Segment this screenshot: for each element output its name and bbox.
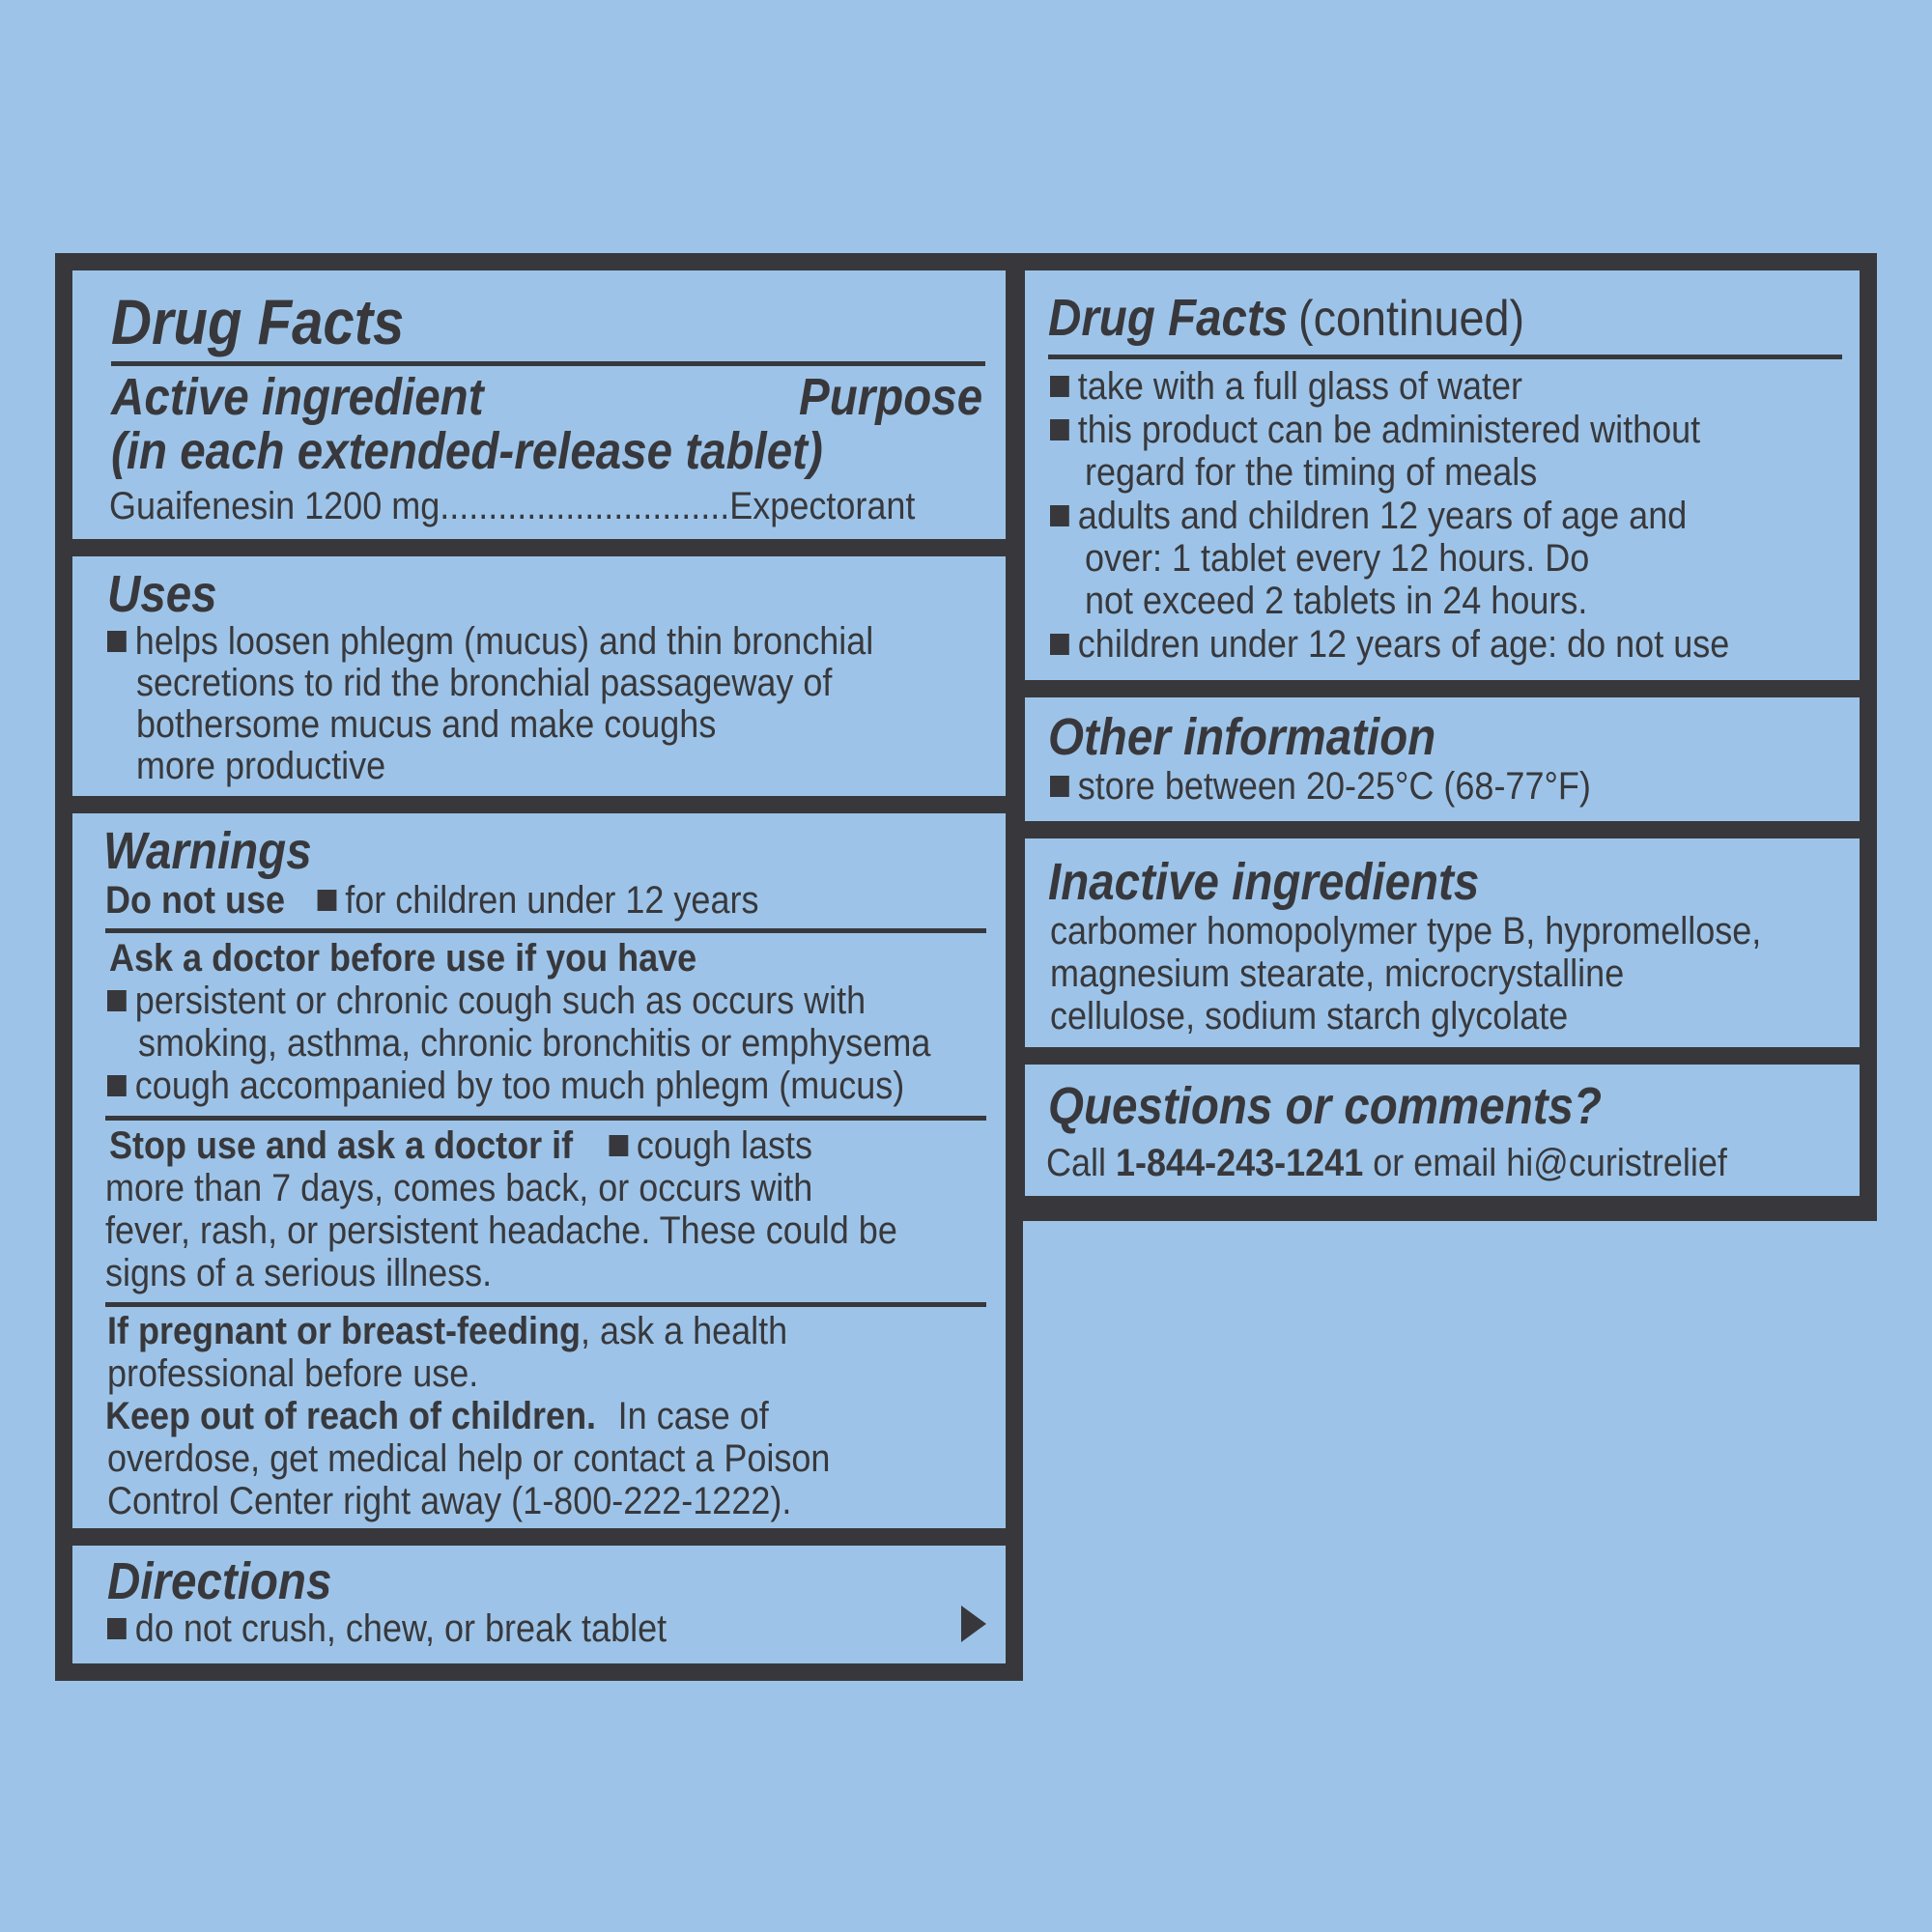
warnings-divider-2	[105, 1116, 986, 1121]
bullet-icon	[609, 1135, 628, 1156]
warnings-heading: Warnings	[103, 822, 312, 880]
other-information-box	[1025, 697, 1860, 821]
dir-item-1: take with a full glass of water	[1050, 365, 1522, 408]
uses-line-3: bothersome mucus and make coughs	[136, 703, 717, 746]
dir-item-2: this product can be administered without	[1050, 409, 1700, 451]
keep-out-line-3: Control Center right away (1-800-222-1222).	[107, 1480, 792, 1522]
inactive-line-2: magnesium stearate, microcrystalline	[1050, 952, 1625, 995]
stop-use-line-3: fever, rash, or persistent headache. These could be	[105, 1209, 897, 1252]
directions-continued-box	[1025, 270, 1860, 680]
keep-out-line: Keep out of reach of children. In case of	[105, 1395, 769, 1437]
uses-box	[72, 556, 1006, 796]
drug-facts-left-panel	[55, 253, 1023, 1681]
ask-item-1-cont: smoking, asthma, chronic bronchitis or emphysema	[138, 1022, 931, 1065]
do-not-use-label: Do not use	[105, 879, 286, 922]
bullet-icon	[1050, 776, 1069, 797]
questions-contact: Call 1-844-243-1241 or email hi@curistrelief	[1046, 1142, 1727, 1184]
keep-out-label: Keep out of reach of children.	[105, 1395, 597, 1437]
ask-item-1: persistent or chronic cough such as occurs with	[107, 980, 866, 1022]
warnings-box	[72, 813, 1006, 1528]
ingredient-line: Guaifenesin 1200 mg..............................Expectorant	[109, 485, 916, 527]
active-ingredient-box	[72, 270, 1006, 539]
dir-item-3-cont-1: over: 1 tablet every 12 hours. Do	[1085, 537, 1590, 580]
do-not-use-line: Do not use for children under 12 years	[105, 879, 759, 922]
dir-item-3-cont-2: not exceed 2 tablets in 24 hours.	[1085, 580, 1588, 622]
inactive-ingredients-box	[1025, 838, 1860, 1047]
continued-title-suffix: (continued)	[1297, 291, 1524, 347]
continued-title-divider	[1048, 355, 1842, 359]
active-ingredient-subheading: (in each extended-release tablet)	[111, 422, 823, 480]
uses-line-2: secretions to rid the bronchial passageway of	[136, 662, 833, 704]
dir-item-3: adults and children 12 years of age and	[1050, 495, 1687, 537]
directions-heading: Directions	[107, 1552, 332, 1610]
inactive-line-3: cellulose, sodium starch glycolate	[1050, 995, 1569, 1037]
drug-facts-right-panel	[1009, 253, 1877, 1221]
bullet-icon	[107, 1618, 127, 1639]
ask-item-2: cough accompanied by too much phlegm (mucus)	[107, 1065, 904, 1107]
email-text[interactable]: or email hi@curistrelief	[1373, 1142, 1727, 1184]
bullet-icon	[1050, 376, 1069, 397]
bullet-icon	[107, 1075, 127, 1096]
stop-use-label: Stop use and ask a doctor if	[109, 1124, 574, 1167]
uses-line-1: helps loosen phlegm (mucus) and thin bronchial	[107, 620, 873, 663]
drug-facts-title: Drug Facts	[111, 286, 405, 357]
stop-use-line-4: signs of a serious illness.	[105, 1252, 493, 1294]
uses-line-4: more productive	[136, 745, 386, 787]
pregnant-line: If pregnant or breast-feeding, ask a health	[107, 1310, 788, 1352]
other-info-item: store between 20-25°C (68-77°F)	[1050, 765, 1591, 808]
stop-use-line: Stop use and ask a doctor if cough lasts	[109, 1124, 813, 1167]
questions-box	[1025, 1065, 1860, 1196]
bullet-icon	[107, 631, 127, 652]
bullet-icon	[1050, 634, 1069, 655]
continued-title	[1048, 289, 1577, 347]
purpose-heading: Purpose	[799, 368, 983, 426]
directions-item: do not crush, chew, or break tablet	[107, 1607, 667, 1650]
title-divider	[111, 361, 985, 366]
ask-doctor-heading: Ask a doctor before use if you have	[109, 937, 697, 980]
inactive-heading: Inactive ingredients	[1048, 853, 1480, 911]
continued-title-main: Drug Facts	[1048, 289, 1289, 347]
continue-arrow-icon	[959, 1604, 988, 1644]
directions-box	[72, 1546, 1006, 1663]
pregnant-line-2: professional before use.	[107, 1352, 479, 1395]
other-info-heading: Other information	[1048, 708, 1436, 766]
warnings-divider-1	[105, 928, 986, 933]
bullet-icon	[1050, 419, 1069, 440]
active-ingredient-heading: Active ingredient	[111, 368, 484, 426]
phone-number[interactable]: 1-844-243-1241	[1116, 1142, 1364, 1184]
inactive-line-1: carbomer homopolymer type B, hypromellose,	[1050, 910, 1762, 952]
dir-item-2-cont: regard for the timing of meals	[1085, 451, 1538, 494]
bullet-icon	[317, 890, 336, 911]
bullet-icon	[1050, 505, 1069, 526]
uses-heading: Uses	[107, 565, 217, 623]
pregnant-label: If pregnant or breast-feeding	[107, 1310, 582, 1352]
stop-use-line-2: more than 7 days, comes back, or occurs with	[105, 1167, 813, 1209]
bullet-icon	[107, 990, 127, 1011]
warnings-divider-3	[105, 1302, 986, 1307]
dir-item-4: children under 12 years of age: do not use	[1050, 623, 1729, 666]
questions-heading: Questions or comments?	[1048, 1077, 1602, 1135]
keep-out-line-2: overdose, get medical help or contact a Poison	[107, 1437, 831, 1480]
